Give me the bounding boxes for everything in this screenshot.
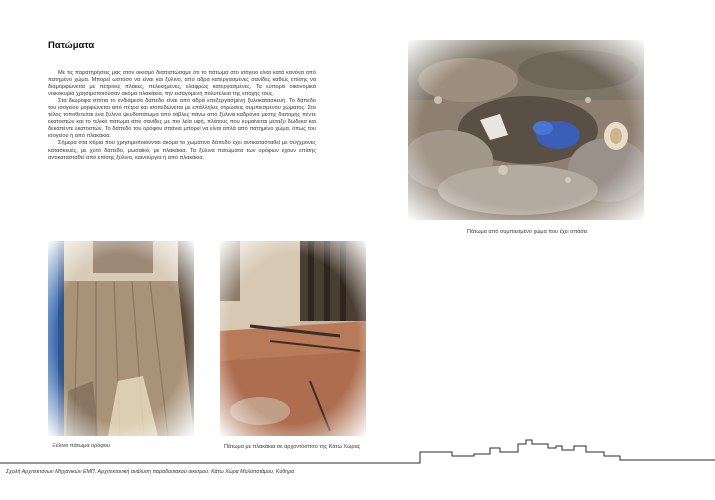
paragraph: Με τις παρατηρήσεις μας στον οικισμό διαπιστώσαμε ότι το πάτωμα στο ισόγειο είναι κατά κανόνα από πατημένο χώμα. Μπορεί ωστόσο να είναι και ξύλινο, από αδρά κατεργασμένες σανίδες καθώς επίσης να διαμορφώνεται με πέτρινες πλάκες, πελεκημένες, ελαφρώς κατεργασμένες. Τα εύπορα οικονομικά νοικοκυριά χρησιμοποιούσαν ακόμα πλακάκια, την εισαγόμενη πολυτέλεια της εποχής τους. [48,70,316,98]
photo-compacted-earth-floor [408,40,644,220]
paragraph: Στα διώροφα σπίτια το ενδιάμεσο δάπεδο είναι από αδρά επεξεργασμένη ξυλοκατασκευή. Το δάπεδο του ισογείου μορφώνεται από πέτρα και ισοπεδώνεται με επάλληλες στρώσεις συμπιεσμένου χώματος. Στο τέλος τοποθετείται ένα ξύλινο ψευδοπάτωμα από τάβλες πάνω από ξύλινα καδρόνια μέσης διατομής πέντε εκατοστών και το τελικό πάτωμα από σανίδες με πιο λεία υφή, πλάτους που κυμαίνεται μεταξύ δώδεκα και δεκαπέντε εκατοστών. Το δάπεδο του ορόφου σπάνια μπορεί να είναι απλά από πατημένο χώμα, όπως του ισογείου ή από πλακάκια. [48,98,316,140]
settlement-skyline-line [0,430,715,470]
body-text [48,70,316,162]
caption-compacted-earth: Πάτωμα από συμπιεσμένο χώμα που έχει σπάσει [467,229,588,235]
caption-wooden-floor: Ξύλινο πάτωμα ορόφου [52,443,110,449]
photo-tiled-floor [220,241,366,436]
footer-text: Σχολή Αρχιτεκτόνων Μηχανικών ΕΜΠ. Αρχιτεκτονική ανάλυση παραδοσιακού οικισμού: Κάτω Χώρα Μυλοποτάμου, Κύθηρα [6,469,295,475]
page-title: Πατώματα [48,40,95,51]
caption-tiled-floor-text: Πάτωμα με πλακάκια σε αρχοντόσπιτο της Κάτω Χώρας [224,444,361,450]
paragraph: Σήμερα στα κτίρια που χρησιμοποιούνται ακόμα το χωμάτινο δάπεδο έχει αντικατασταθεί με σύγχρονες κατασκευές, με χυτό δάπεδο, μωσαϊκό, με πλακάκια. Τα ξύλινα πατώματα των ορόφων έχουν επίσης αντικατασταθεί από επίσης ξύλινα, καινούργια ή από πλακάκια. [48,140,316,161]
photo-wooden-floor [48,241,194,436]
